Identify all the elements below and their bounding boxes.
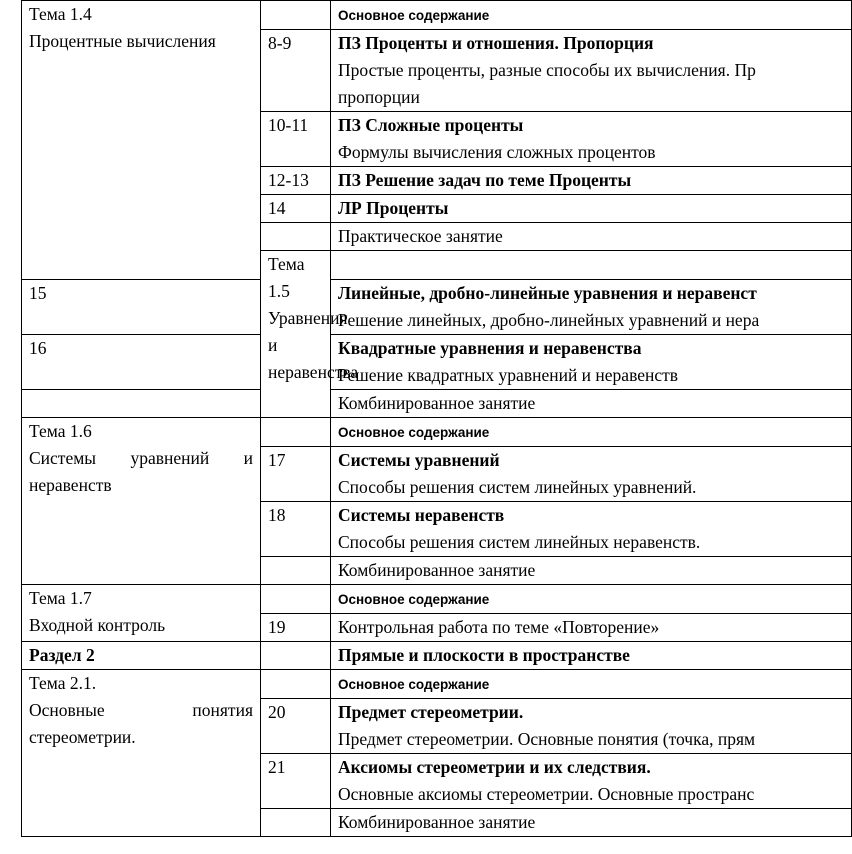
hours-cell xyxy=(331,251,852,280)
lesson-description: Решение линейных, дробно-линейных уравнений и нера xyxy=(338,310,760,330)
lesson-description-cont: пропорции xyxy=(338,87,420,107)
lesson-title: Предмет стереометрии. xyxy=(338,702,524,722)
content-cell xyxy=(331,754,852,809)
content-heading: Основное содержание xyxy=(338,592,490,607)
content-cell xyxy=(331,670,852,699)
lesson-title: Аксиомы стереометрии и их следствия. xyxy=(338,757,651,777)
hours-cell xyxy=(261,670,331,699)
lesson-number: 8-9 xyxy=(261,30,331,112)
lesson-type: Комбинированное занятие xyxy=(331,390,852,418)
lesson-title: ПЗ Сложные проценты xyxy=(338,115,524,135)
lesson-number: 15 xyxy=(22,280,261,335)
lesson-number: 12-13 xyxy=(261,167,331,195)
hours-cell xyxy=(22,390,261,418)
topic-title: Тема 2.1. xyxy=(29,673,97,693)
hours-cell xyxy=(261,585,331,614)
lesson-title: Системы неравенств xyxy=(338,505,505,525)
topic-name: Входной контроль xyxy=(29,615,166,635)
topic-word: Основные xyxy=(29,700,105,720)
hours-cell xyxy=(261,418,331,447)
lesson-description: Контрольная работа по теме «Повторение» xyxy=(331,614,852,642)
table-row xyxy=(22,418,852,447)
lesson-number: 21 xyxy=(261,754,331,809)
table-row xyxy=(22,585,852,614)
hours-cell xyxy=(261,557,331,585)
content-cell xyxy=(331,502,852,557)
hours-cell xyxy=(261,223,331,251)
content-cell xyxy=(331,699,852,754)
topic-name-line-1 xyxy=(29,697,253,724)
topic-word: уравнений xyxy=(130,448,210,468)
lesson-type: Комбинированное занятие xyxy=(331,557,852,585)
topic-word: понятия xyxy=(192,700,253,720)
table-row xyxy=(22,670,852,699)
lesson-title: ПЗ Решение задач по теме Проценты xyxy=(331,167,852,195)
lesson-description: Способы решения систем линейных неравенств. xyxy=(338,532,701,552)
topic-cell xyxy=(22,670,261,837)
topic-word: Системы xyxy=(29,448,97,468)
table-row xyxy=(22,1,852,30)
topic-title: Тема 1.4 xyxy=(29,4,92,24)
content-cell xyxy=(331,30,852,112)
topic-cell xyxy=(261,251,359,418)
topic-name: Процентные вычисления xyxy=(29,31,216,51)
table-row xyxy=(22,642,852,670)
lesson-title: ПЗ Проценты и отношения. Пропорция xyxy=(338,33,654,53)
topic-cell xyxy=(22,418,261,585)
topic-title: Тема 1.6 xyxy=(29,421,92,441)
lesson-number: 20 xyxy=(261,699,331,754)
topic-word: и xyxy=(243,448,254,468)
hours-cell xyxy=(261,1,331,30)
lesson-type: Комбинированное занятие xyxy=(331,809,852,837)
topic-title: Тема 1.5 xyxy=(268,254,305,301)
content-heading: Основное содержание xyxy=(338,677,490,692)
lesson-description: Решение квадратных уравнений и неравенств xyxy=(338,365,679,385)
lesson-type: Практическое занятие xyxy=(331,223,852,251)
topic-name-line-2: неравенств xyxy=(29,475,112,495)
topic-name-line-1 xyxy=(29,445,253,472)
content-cell xyxy=(331,280,852,335)
table-row xyxy=(22,390,852,418)
lesson-description: Способы решения систем линейных уравнений. xyxy=(338,477,697,497)
content-cell xyxy=(331,418,852,447)
lesson-description: Основные аксиомы стереометрии. Основные пространс xyxy=(338,784,755,804)
content-heading: Основное содержание xyxy=(338,425,490,440)
topic-name: Уравнения и неравенства xyxy=(268,308,359,382)
thematic-plan-table xyxy=(21,0,852,837)
lesson-title: Квадратные уравнения и неравенства xyxy=(338,338,642,358)
lesson-number: 16 xyxy=(22,335,261,390)
table-row xyxy=(22,335,852,390)
content-cell xyxy=(331,1,852,30)
section-label: Раздел 2 xyxy=(22,642,261,670)
topic-cell xyxy=(22,585,261,642)
content-cell xyxy=(331,585,852,614)
content-cell xyxy=(331,335,852,390)
lesson-description: Предмет стереометрии. Основные понятия (точка, прям xyxy=(338,729,756,749)
content-cell xyxy=(331,112,852,167)
lesson-title: ЛР Проценты xyxy=(331,195,852,223)
topic-title: Тема 1.7 xyxy=(29,588,92,608)
content-heading: Основное содержание xyxy=(338,8,490,23)
lesson-number: 10-11 xyxy=(261,112,331,167)
hours-cell xyxy=(261,642,331,670)
lesson-title: Системы уравнений xyxy=(338,450,500,470)
lesson-number: 19 xyxy=(261,614,331,642)
lesson-description: Простые проценты, разные способы их вычисления. Пр xyxy=(338,60,756,80)
topic-name-line-2: стереометрии. xyxy=(29,727,136,747)
section-title: Прямые и плоскости в пространстве xyxy=(331,642,852,670)
lesson-number: 14 xyxy=(261,195,331,223)
hours-cell xyxy=(261,809,331,837)
lesson-number: 18 xyxy=(261,502,331,557)
lesson-title: Линейные, дробно-линейные уравнения и неравенст xyxy=(338,283,757,303)
lesson-description: Формулы вычисления сложных процентов xyxy=(338,142,656,162)
content-cell xyxy=(331,447,852,502)
lesson-number: 17 xyxy=(261,447,331,502)
topic-cell xyxy=(22,1,261,280)
table-row xyxy=(22,280,852,335)
